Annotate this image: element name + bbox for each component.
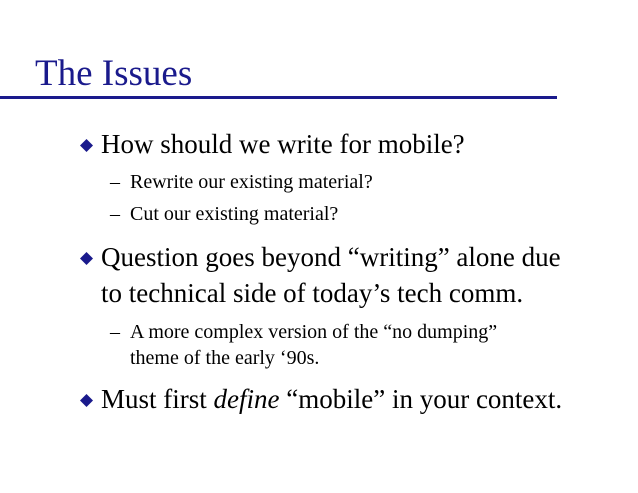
- bullet-text: Question goes beyond “writing” alone due: [101, 242, 561, 272]
- sub-bullet-text: Cut our existing material?: [130, 203, 339, 225]
- bullet-text: [101, 382, 562, 416]
- sub-bullet-text: Rewrite our existing material?: [130, 171, 373, 193]
- bullet-text-prefix: Must first: [101, 384, 214, 414]
- bullet-text: to technical side of today’s tech comm.: [101, 278, 524, 308]
- dash-marker: –: [110, 171, 120, 193]
- diamond-bullet-icon: [80, 139, 93, 152]
- bullet-text: How should we write for mobile?: [101, 129, 465, 159]
- sub-bullet-text: A more complex version of the “no dumping”: [130, 321, 498, 343]
- emphasis-define: define: [213, 384, 280, 414]
- title-underline: [0, 96, 557, 99]
- dash-marker: –: [110, 321, 120, 343]
- sub-bullet-text: theme of the early ‘90s.: [130, 347, 320, 369]
- slide-title: The Issues: [35, 53, 193, 94]
- dash-marker: –: [110, 203, 120, 225]
- diamond-bullet-icon: [80, 252, 93, 265]
- diamond-bullet-icon: [80, 394, 93, 407]
- bullet-text-suffix: “mobile” in your context.: [279, 384, 563, 414]
